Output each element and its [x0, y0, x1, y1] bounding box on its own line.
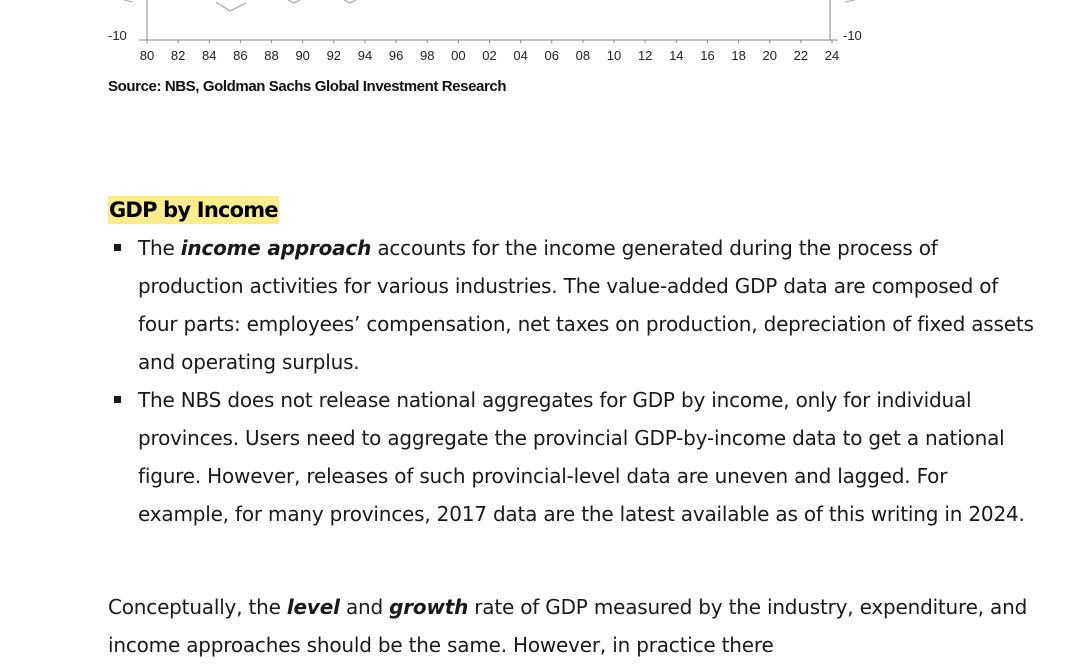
x-tick-label: 00 — [451, 48, 466, 63]
x-tick-label: 98 — [419, 48, 435, 63]
x-tick-label: 04 — [513, 48, 528, 63]
bullet-marker-icon — [114, 244, 121, 251]
chart — [0, 0, 1080, 75]
x-tick-label: 06 — [544, 48, 560, 63]
x-tick-label: 82 — [170, 48, 186, 63]
right-axis-label: -10 — [843, 28, 862, 43]
x-tick-label: 18 — [731, 48, 746, 63]
source-note: Source: NBS, Goldman Sachs Global Investment Research — [108, 78, 507, 95]
x-tick-label: 90 — [295, 48, 310, 63]
bullet-marker-icon — [114, 396, 121, 403]
bullet-list — [108, 229, 1038, 533]
x-tick-label: 86 — [233, 48, 248, 63]
x-tick-label: 22 — [793, 48, 809, 63]
series-line-fragment — [216, 2, 246, 11]
para-emphasis-growth: growth — [389, 595, 469, 619]
body-paragraph — [108, 588, 1038, 664]
x-tick-label: 10 — [606, 48, 622, 63]
x-tick-label: 02 — [482, 48, 497, 63]
x-tick-label: 84 — [202, 48, 217, 63]
x-tick-label: 92 — [326, 48, 342, 63]
list-item — [108, 229, 1038, 381]
left-axis-label: -10 — [108, 28, 127, 43]
x-tick-group — [140, 40, 839, 63]
series-line-fragment-3 — [344, 0, 356, 3]
x-tick-label: 24 — [824, 48, 840, 63]
x-tick-label: 16 — [700, 48, 715, 63]
left-top-tick — [124, 0, 133, 2]
bullet-text-prefix: The — [138, 236, 181, 260]
x-tick-label: 94 — [357, 48, 373, 63]
x-tick-label: 20 — [762, 48, 777, 63]
para-emphasis-level: level — [286, 595, 340, 619]
x-tick-label: 12 — [637, 48, 653, 63]
x-tick-label: 96 — [388, 48, 404, 63]
x-tick-label: 08 — [575, 48, 591, 63]
para-text-3: rate of GDP measured by the industry, expenditure, and income approaches should be the same. However, in practice there — [108, 595, 1028, 657]
right-top-tick — [845, 0, 855, 2]
bullet-text: accounts for the income generated during the process of production activities for various industries. The value-added GDP data are composed of four parts: employees’ compensation, net taxes on production, depreciation of fixed assets and operating surplus. — [138, 236, 1034, 374]
list-item — [108, 381, 1038, 533]
series-line-fragment-2 — [288, 0, 300, 3]
x-tick-label: 80 — [139, 48, 155, 63]
section-heading: GDP by Income — [109, 198, 278, 222]
bullet-emphasis: income approach — [180, 236, 372, 260]
x-tick-label: 88 — [264, 48, 279, 63]
para-text-1: Conceptually, the — [108, 595, 287, 619]
para-text-2: and — [339, 595, 390, 619]
x-tick-label: 14 — [669, 48, 684, 63]
bullet-text: The NBS does not release national aggregates for GDP by income, only for individual provinces. Users need to aggregate the provincial GDP-by-income data to get a national figure. However, releases of such provincial-level data are uneven and lagged. For example, for many provinces, 2017 data are the latest available as of this writing in 2024. — [138, 388, 1025, 526]
